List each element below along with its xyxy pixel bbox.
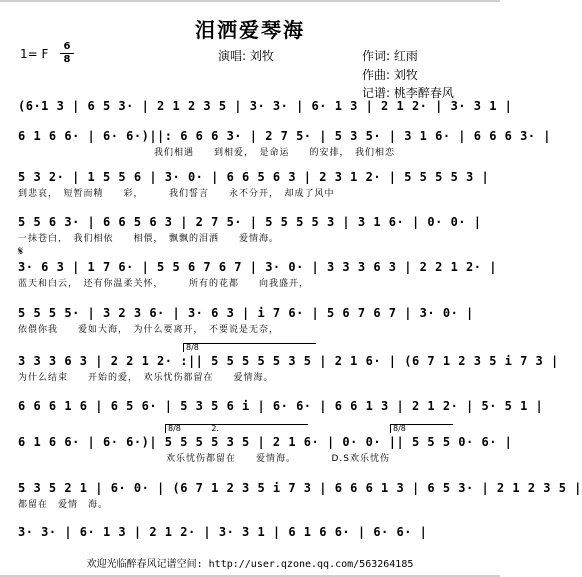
lyric-line: 一抹苍白， 我们相依 相偎， 飘飘的泪洒 爱情海。 (18, 234, 280, 244)
score-line: 6 1 6 6· | 6· 6·)||: 6 6 6 3· | 2 7 5· | 5 3 5· | 3 1 6· | 6 6 6 3· | (18, 129, 551, 143)
lyricist: 作词: 红雨 (362, 49, 418, 63)
song-title: 泪洒爱琴海 (195, 18, 305, 42)
segno-sign: 𝄋 (18, 244, 24, 258)
score-line: 3· 3· | 6· 1 3 | 2 1 2· | 3· 3 1 | 6 1 6 6· | 6· 6· | (18, 525, 428, 539)
score-line: 5 5 5 5· | 3 2 3 6· | 3· 6 3 | i 7 6· | 5 6 7 6 7 | 3· 0· | (18, 306, 474, 320)
key-signature: 1= F (20, 47, 49, 61)
score-line: 5 3 2· | 1 5 5 6 | 3· 0· | 6 6 5 6 3 | 2 3 1 2· | 5 5 5 5 3 | (18, 170, 490, 184)
time-signature (60, 42, 74, 65)
singer: 演唱: 刘牧 (218, 49, 274, 63)
lyric-line: 欢乐忧伤都留在 爱情海。 D.S欢乐忧伤 (166, 454, 391, 464)
score-line: 6 1 6 6· | 6· 6·)| 5 5 5 5 3 5 | 2 1 6· | 0· 0· || 5 5 5 0· 6· | (18, 435, 513, 449)
score-line: 6 6 6 1 6 | 6 5 6· | 5 3 5 6 i | 6· 6· | 6 6 1 3 | 2 1 2· | 5· 5 1 | (18, 399, 544, 413)
lyric-line: 蓝天和白云， 还有你温柔关怀， 所有的花都 向我盛开， (18, 279, 310, 289)
lyric-line: 依偎你我 爱如大海， 为什么要离开， 不要说是无奈， (18, 325, 280, 335)
lyric-line: 到悲哀， 短暂而精 彩， 我们誓言 永不分开， 却成了风中 (18, 189, 335, 199)
time-signature-top: 6 (63, 41, 71, 52)
score-line: 3 3 3 6 3 | 2 2 1 2· :|| 5 5 5 5 5 3 5 | 2 1 6· | (6 7 1 2 3 5 i 7 3 | (18, 354, 559, 368)
volta-label: 2. (211, 424, 220, 433)
lyric-line: 都留在 爱情 海。 (18, 500, 109, 510)
volta-label: 8/8 (186, 343, 199, 352)
score-line: 5 5 6 3· | 6 6 5 6 3 | 2 7 5· | 5 5 5 5 3 | 3 1 6· | 0· 0· | (18, 215, 482, 229)
transcriber: 记谱: 桃李醉春风 (362, 86, 454, 100)
volta-label: 8/8 (168, 424, 181, 433)
composer: 作曲: 刘牧 (362, 68, 418, 82)
top-border (0, 0, 500, 2)
lyric-line: 为什么结束 开始的爱， 欢乐忧伤都留在 爱情海。 (18, 373, 274, 383)
score-line: 5 3 5 2 1 | 6· 0· | (6 7 1 2 3 5 i 7 3 | 6 6 6 1 3 | 6 5 3· | 2 1 2 3 5 | (18, 481, 582, 495)
lyric-line: 我们相遇 到相爱， 是命运 的安排， 我们相恋 (154, 148, 396, 158)
volta-label: 8/8 (393, 424, 406, 433)
score-line: 3· 6 3 | 1 7 6· | 5 5 6 7 6 7 | 3· 0· | 3 3 3 6 3 | 2 2 1 2· | (18, 260, 497, 274)
time-signature-bottom: 8 (63, 54, 71, 65)
footer-note: 欢迎光临醉春风记谱空间: http://user.qzone.qq.com/563264185 (86, 559, 414, 570)
score-line: (6·1 3 | 6 5 3· | 2 1 2 3 5 | 3· 3· | 6· 1 3 | 2 1 2· | 3· 3 1 | (18, 99, 513, 113)
